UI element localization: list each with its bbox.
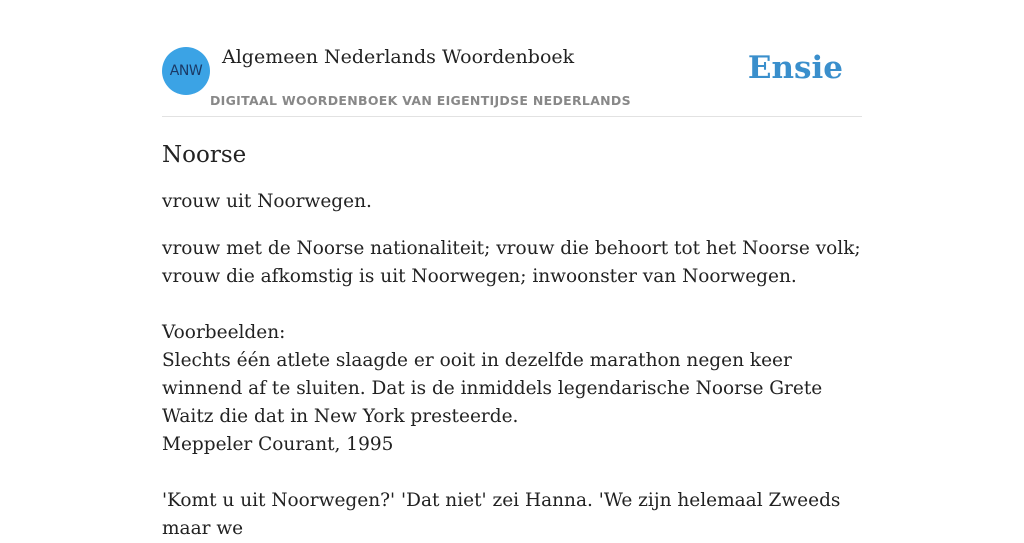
site-subtitle: DIGITAAL WOORDENBOEK VAN EIGENTIJDSE NEDERLANDS [210, 93, 631, 108]
entry-content [162, 138, 862, 543]
ensie-brand-logo[interactable]: Ensie [747, 50, 843, 86]
example-quote: 'Komt u uit Noorwegen?' 'Dat niet' zei Hanna. 'We zijn helemaal Zweeds maar we [162, 490, 841, 539]
example-spacer [162, 459, 862, 487]
example-quote: Slechts één atlete slaagde er ooit in dezelfde marathon negen keer winnend af te sluiten. Dat is de inmiddels legendarische Noorse Grete Waitz die dat in New York presteerde. [162, 350, 823, 427]
site-title[interactable]: Algemeen Nederlands Woordenboek [222, 46, 575, 68]
short-definition: vrouw uit Noorwegen. [162, 191, 372, 212]
example-source: Meppeler Courant, 1995 [162, 434, 394, 455]
examples-section [162, 319, 862, 543]
anw-logo[interactable]: ANW [162, 47, 210, 95]
examples-label: Voorbeelden: [162, 322, 286, 343]
long-definition: vrouw met de Noorse nationaliteit; vrouw die behoort tot het Noorse volk; vrouw die afkomstig is uit Noorwegen; inwoonster van Noorwegen. [162, 238, 861, 287]
entry-headword: Noorse [162, 142, 247, 168]
site-header [162, 0, 862, 117]
